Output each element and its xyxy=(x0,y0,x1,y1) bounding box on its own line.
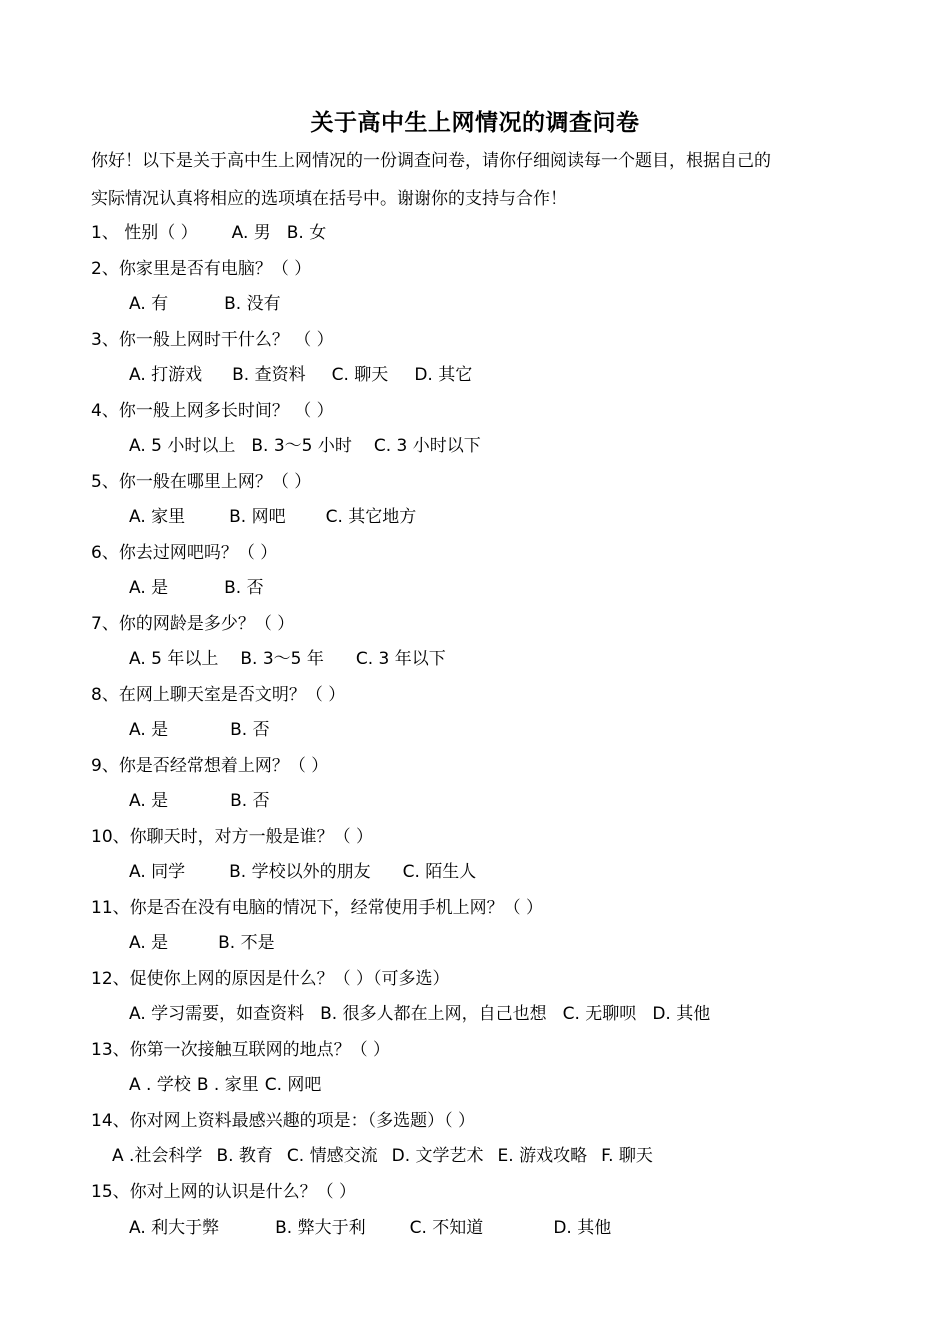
option-d: D. 文学艺术 xyxy=(391,1146,484,1166)
option-b: B. 否 xyxy=(230,720,270,740)
option-a: A . 学校 xyxy=(129,1075,191,1095)
option-c: C. 陌生人 xyxy=(402,862,477,882)
option-b: B. 否 xyxy=(224,578,264,598)
option-c: C. 网吧 xyxy=(264,1075,322,1095)
question-4: 4、你一般上网多长时间？ （ ） xyxy=(91,401,334,421)
question-3: 3、你一般上网时干什么？ （ ） xyxy=(91,330,334,350)
option-a: A. 利大于弊 xyxy=(129,1218,220,1238)
option-c: C. 无聊呗 xyxy=(562,1004,637,1024)
intro-line-2: 实际情况认真将相应的选项填在括号中。谢谢你的支持与合作！ xyxy=(91,189,567,209)
question-1-text: 1、 性别（ ） xyxy=(91,223,198,243)
option-c: C. 不知道 xyxy=(409,1218,484,1238)
question-1 xyxy=(91,218,326,248)
option-a: A. 家里 xyxy=(129,507,186,527)
option-b: B. 否 xyxy=(230,791,270,811)
question-1-option-b: B. 女 xyxy=(286,223,327,243)
question-11: 11、你是否在没有电脑的情况下，经常使用手机上网？（ ） xyxy=(91,898,544,918)
option-a: A. 有 xyxy=(129,294,169,314)
option-b: B. 教育 xyxy=(216,1146,273,1166)
option-b: B. 很多人都在上网，自己也想 xyxy=(320,1004,547,1024)
option-f: F. 聊天 xyxy=(601,1146,653,1166)
question-9-options xyxy=(129,786,270,816)
option-a: A. 5 年以上 xyxy=(129,649,219,669)
option-c: C. 3 年以下 xyxy=(355,649,446,669)
option-b: B. 弊大于利 xyxy=(275,1218,366,1238)
question-10: 10、你聊天时，对方一般是谁？（ ） xyxy=(91,827,374,847)
question-9: 9、你是否经常想着上网？（ ） xyxy=(91,756,329,776)
option-b: B. 查资料 xyxy=(232,365,306,385)
option-a: A. 是 xyxy=(129,933,169,953)
option-e: E. 游戏攻略 xyxy=(497,1146,588,1166)
option-d: D. 其他 xyxy=(553,1218,612,1238)
option-a: A. 是 xyxy=(129,578,169,598)
question-8: 8、在网上聊天室是否文明？（ ） xyxy=(91,685,346,705)
option-c: C. 聊天 xyxy=(331,365,389,385)
option-b: B. 没有 xyxy=(224,294,281,314)
option-b: B . 家里 xyxy=(196,1075,259,1095)
question-13-options xyxy=(129,1070,321,1100)
option-a: A. 同学 xyxy=(129,862,186,882)
page-title: 关于高中生上网情况的调查问卷 xyxy=(310,109,640,136)
question-2: 2、你家里是否有电脑？（ ） xyxy=(91,259,312,279)
question-5-options xyxy=(129,502,416,532)
option-d: D. 其他 xyxy=(652,1004,711,1024)
question-7-options xyxy=(129,644,446,674)
question-11-options xyxy=(129,928,275,958)
question-4-options xyxy=(129,431,481,461)
option-a: A .社会科学 xyxy=(112,1146,203,1166)
intro-line-1: 你好！以下是关于高中生上网情况的一份调查问卷，请你仔细阅读每一个题目，根据自己的 xyxy=(91,151,771,171)
option-a: A. 打游戏 xyxy=(129,365,203,385)
question-1-option-a: A. 男 xyxy=(231,223,271,243)
question-6-options xyxy=(129,573,264,603)
option-c: C. 3 小时以下 xyxy=(373,436,481,456)
option-a: A. 5 小时以上 xyxy=(129,436,236,456)
question-7: 7、你的网龄是多少？（ ） xyxy=(91,614,295,634)
option-b: B. 不是 xyxy=(218,933,275,953)
question-14: 14、你对网上资料最感兴趣的项是：（多选题）（ ） xyxy=(91,1111,476,1131)
option-b: B. 学校以外的朋友 xyxy=(229,862,371,882)
option-a: A. 学习需要，如查资料 xyxy=(129,1004,305,1024)
option-a: A. 是 xyxy=(129,791,169,811)
question-8-options xyxy=(129,715,270,745)
option-b: B. 3～5 年 xyxy=(240,649,324,669)
option-b: B. 网吧 xyxy=(229,507,286,527)
option-d: D. 其它 xyxy=(414,365,473,385)
option-c: C. 情感交流 xyxy=(286,1146,378,1166)
option-a: A. 是 xyxy=(129,720,169,740)
question-14-options xyxy=(112,1141,653,1171)
question-6: 6、你去过网吧吗？（ ） xyxy=(91,543,278,563)
question-15: 15、你对上网的认识是什么？（ ） xyxy=(91,1182,357,1202)
question-2-options xyxy=(129,289,281,319)
question-12: 12、促使你上网的原因是什么？（ ）（可多选） xyxy=(91,969,450,989)
question-3-options xyxy=(129,360,472,390)
option-c: C. 其它地方 xyxy=(325,507,417,527)
question-12-options xyxy=(129,999,710,1029)
question-15-options xyxy=(129,1213,611,1243)
question-13: 13、你第一次接触互联网的地点？（ ） xyxy=(91,1040,391,1060)
question-10-options xyxy=(129,857,476,887)
question-5: 5、你一般在哪里上网？（ ） xyxy=(91,472,312,492)
option-b: B. 3～5 小时 xyxy=(251,436,352,456)
